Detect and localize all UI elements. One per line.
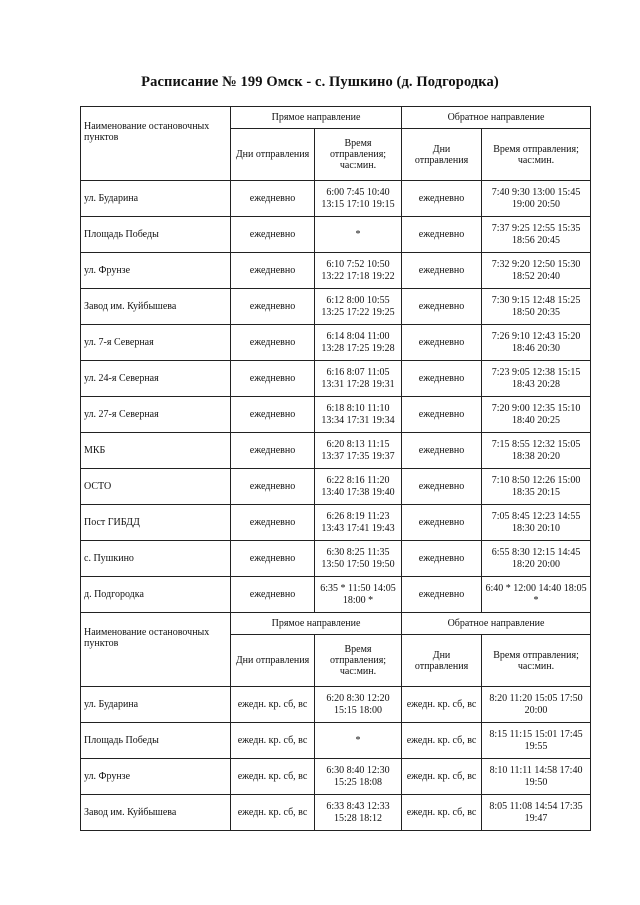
header-backward-days: Дни отправления <box>402 129 482 181</box>
forward-time-cell: 6:33 8:43 12:33 15:28 18:12 <box>315 795 402 831</box>
backward-days-cell: ежедн. кр. сб, вс <box>402 723 482 759</box>
backward-days-cell: ежедневно <box>402 541 482 577</box>
backward-days-cell: ежедневно <box>402 325 482 361</box>
table-row <box>81 723 591 759</box>
forward-days-cell: ежедн. кр. сб, вс <box>231 759 315 795</box>
forward-days-cell: ежедневно <box>231 289 315 325</box>
table-row <box>81 361 591 397</box>
header-forward-days-2: Дни отправления <box>231 635 315 687</box>
header-forward-time: Время отправления; час:мин. <box>315 129 402 181</box>
forward-time-cell: 6:30 8:40 12:30 15:25 18:08 <box>315 759 402 795</box>
forward-days-cell: ежедневно <box>231 541 315 577</box>
forward-time-cell: 6:22 8:16 11:20 13:40 17:38 19:40 <box>315 469 402 505</box>
table-row <box>81 253 591 289</box>
forward-days-cell: ежедневно <box>231 253 315 289</box>
forward-time-cell: 6:20 8:13 11:15 13:37 17:35 19:37 <box>315 433 402 469</box>
forward-days-cell: ежедн. кр. сб, вс <box>231 795 315 831</box>
backward-time-cell: 7:20 9:00 12:35 15:10 18:40 20:25 <box>482 397 591 433</box>
header-backward-time: Время отправления; час:мин. <box>482 129 591 181</box>
stop-name-cell: Завод им. Куйбышева <box>81 289 231 325</box>
schedule-table <box>80 106 591 831</box>
stop-name-cell: МКБ <box>81 433 231 469</box>
stop-name-cell: ул. Бударина <box>81 181 231 217</box>
stop-name-cell: с. Пушкино <box>81 541 231 577</box>
forward-days-cell: ежедневно <box>231 433 315 469</box>
backward-days-cell: ежедн. кр. сб, вс <box>402 795 482 831</box>
header-stop-name-2: Наименование остановочных пунктов <box>81 613 231 687</box>
backward-time-cell: 8:20 11:20 15:05 17:50 20:00 <box>482 687 591 723</box>
backward-days-cell: ежедневно <box>402 289 482 325</box>
forward-days-cell: ежедневно <box>231 505 315 541</box>
backward-time-cell: 7:40 9:30 13:00 15:45 19:00 20:50 <box>482 181 591 217</box>
backward-days-cell: ежедневно <box>402 577 482 613</box>
forward-days-cell: ежедневно <box>231 181 315 217</box>
header-forward-2: Прямое направление <box>231 613 402 635</box>
table-row <box>81 759 591 795</box>
stop-name-cell: ул. 7-я Северная <box>81 325 231 361</box>
stop-name-cell: Площадь Победы <box>81 723 231 759</box>
backward-time-cell: 8:05 11:08 14:54 17:35 19:47 <box>482 795 591 831</box>
header-stop-name: Наименование остановочных пунктов <box>81 107 231 181</box>
forward-days-cell: ежедневно <box>231 361 315 397</box>
forward-time-cell: 6:12 8:00 10:55 13:25 17:22 19:25 <box>315 289 402 325</box>
header-backward-days-2: Дни отправления <box>402 635 482 687</box>
backward-time-cell: 7:37 9:25 12:55 15:35 18:56 20:45 <box>482 217 591 253</box>
backward-days-cell: ежедневно <box>402 181 482 217</box>
backward-time-cell: 7:15 8:55 12:32 15:05 18:38 20:20 <box>482 433 591 469</box>
forward-time-cell: 6:35 * 11:50 14:05 18:00 * <box>315 577 402 613</box>
header-row <box>81 107 591 129</box>
header-forward-days: Дни отправления <box>231 129 315 181</box>
table-row <box>81 289 591 325</box>
forward-days-cell: ежедневно <box>231 325 315 361</box>
backward-time-cell: 6:55 8:30 12:15 14:45 18:20 20:00 <box>482 541 591 577</box>
forward-time-cell: 6:26 8:19 11:23 13:43 17:41 19:43 <box>315 505 402 541</box>
forward-time-cell: 6:30 8:25 11:35 13:50 17:50 19:50 <box>315 541 402 577</box>
forward-time-cell: 6:16 8:07 11:05 13:31 17:28 19:31 <box>315 361 402 397</box>
backward-days-cell: ежедн. кр. сб, вс <box>402 687 482 723</box>
stop-name-cell: ул. 24-я Северная <box>81 361 231 397</box>
backward-time-cell: 7:30 9:15 12:48 15:25 18:50 20:35 <box>482 289 591 325</box>
table-row <box>81 325 591 361</box>
table-row <box>81 433 591 469</box>
stop-name-cell: ул. Фрунзе <box>81 253 231 289</box>
backward-time-cell: 8:10 11:11 14:58 17:40 19:50 <box>482 759 591 795</box>
stop-name-cell: ул. 27-я Северная <box>81 397 231 433</box>
backward-time-cell: 7:32 9:20 12:50 15:30 18:52 20:40 <box>482 253 591 289</box>
forward-time-cell: * <box>315 217 402 253</box>
table-row <box>81 397 591 433</box>
stop-name-cell: ул. Фрунзе <box>81 759 231 795</box>
backward-time-cell: 8:15 11:15 15:01 17:45 19:55 <box>482 723 591 759</box>
backward-days-cell: ежедневно <box>402 361 482 397</box>
header-backward-2: Обратное направление <box>402 613 591 635</box>
forward-days-cell: ежедн. кр. сб, вс <box>231 723 315 759</box>
forward-time-cell: 6:10 7:52 10:50 13:22 17:18 19:22 <box>315 253 402 289</box>
page-title: Расписание № 199 Омск - с. Пушкино (д. Подгородка) <box>141 74 499 90</box>
forward-time-cell: 6:00 7:45 10:40 13:15 17:10 19:15 <box>315 181 402 217</box>
header-forward: Прямое направление <box>231 107 402 129</box>
backward-days-cell: ежедневно <box>402 505 482 541</box>
forward-time-cell: 6:20 8:30 12:20 15:15 18:00 <box>315 687 402 723</box>
forward-days-cell: ежедневно <box>231 397 315 433</box>
table-row <box>81 505 591 541</box>
stop-name-cell: ОСТО <box>81 469 231 505</box>
backward-days-cell: ежедневно <box>402 433 482 469</box>
forward-time-cell: 6:18 8:10 11:10 13:34 17:31 19:34 <box>315 397 402 433</box>
backward-days-cell: ежедневно <box>402 217 482 253</box>
stop-name-cell: Площадь Победы <box>81 217 231 253</box>
table-row <box>81 541 591 577</box>
table-row <box>81 469 591 505</box>
stop-name-cell: ул. Бударина <box>81 687 231 723</box>
stop-name-cell: Пост ГИБДД <box>81 505 231 541</box>
backward-days-cell: ежедневно <box>402 469 482 505</box>
table-row <box>81 687 591 723</box>
table-row <box>81 795 591 831</box>
header-backward: Обратное направление <box>402 107 591 129</box>
backward-time-cell: 6:40 * 12:00 14:40 18:05 * <box>482 577 591 613</box>
backward-days-cell: ежедневно <box>402 253 482 289</box>
stop-name-cell: Завод им. Куйбышева <box>81 795 231 831</box>
backward-time-cell: 7:26 9:10 12:43 15:20 18:46 20:30 <box>482 325 591 361</box>
backward-time-cell: 7:05 8:45 12:23 14:55 18:30 20:10 <box>482 505 591 541</box>
table-row <box>81 577 591 613</box>
forward-days-cell: ежедневно <box>231 577 315 613</box>
header-forward-time-2: Время отправления; час:мин. <box>315 635 402 687</box>
backward-time-cell: 7:23 9:05 12:38 15:15 18:43 20:28 <box>482 361 591 397</box>
stop-name-cell: д. Подгородка <box>81 577 231 613</box>
forward-time-cell: 6:14 8:04 11:00 13:28 17:25 19:28 <box>315 325 402 361</box>
backward-time-cell: 7:10 8:50 12:26 15:00 18:35 20:15 <box>482 469 591 505</box>
header-row-2 <box>81 613 591 635</box>
forward-days-cell: ежедн. кр. сб, вс <box>231 687 315 723</box>
forward-time-cell: * <box>315 723 402 759</box>
table-row <box>81 217 591 253</box>
backward-days-cell: ежедн. кр. сб, вс <box>402 759 482 795</box>
forward-days-cell: ежедневно <box>231 469 315 505</box>
header-backward-time-2: Время отправления; час:мин. <box>482 635 591 687</box>
table-row <box>81 181 591 217</box>
backward-days-cell: ежедневно <box>402 397 482 433</box>
forward-days-cell: ежедневно <box>231 217 315 253</box>
